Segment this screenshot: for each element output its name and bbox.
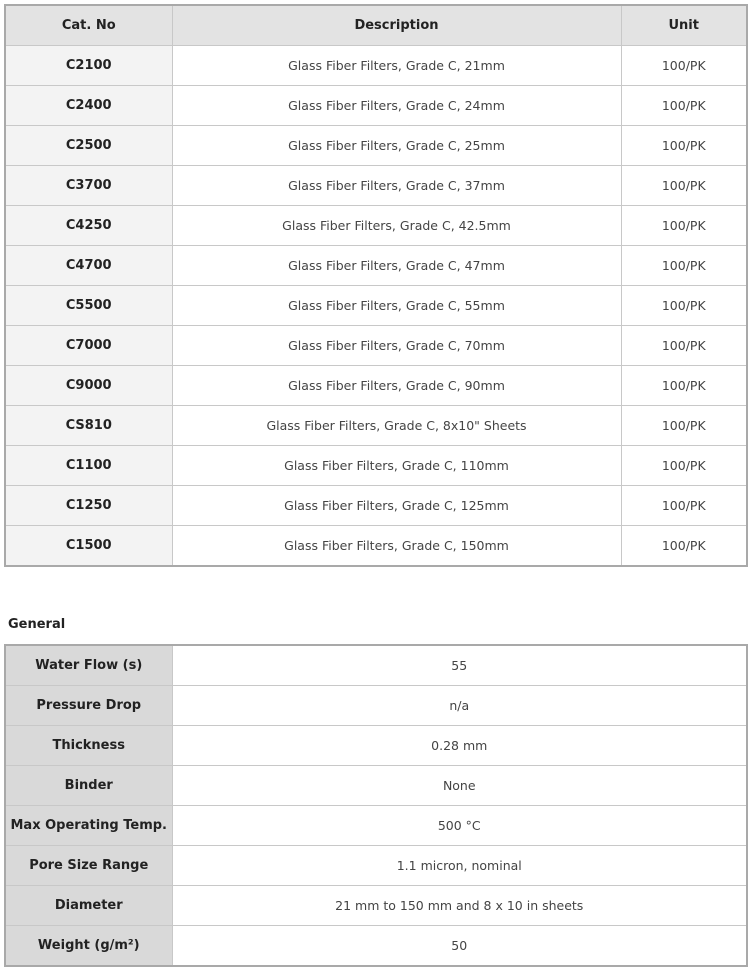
description-cell: Glass Fiber Filters, Grade C, 47mm <box>172 246 621 286</box>
table-row <box>5 86 747 126</box>
property-row <box>5 726 747 766</box>
description-cell: Glass Fiber Filters, Grade C, 150mm <box>172 526 621 567</box>
unit-cell: 100/PK <box>621 166 747 206</box>
general-table <box>4 644 748 967</box>
table-row <box>5 366 747 406</box>
unit-cell: 100/PK <box>621 486 747 526</box>
cat-no-cell: C9000 <box>5 366 172 406</box>
unit-cell: 100/PK <box>621 46 747 86</box>
unit-cell: 100/PK <box>621 446 747 486</box>
table-row <box>5 46 747 86</box>
property-row <box>5 886 747 926</box>
table-row <box>5 246 747 286</box>
property-value: 0.28 mm <box>172 726 747 766</box>
cat-no-cell: C4250 <box>5 206 172 246</box>
description-cell: Glass Fiber Filters, Grade C, 90mm <box>172 366 621 406</box>
property-label: Diameter <box>5 886 172 926</box>
description-cell: Glass Fiber Filters, Grade C, 37mm <box>172 166 621 206</box>
property-label: Binder <box>5 766 172 806</box>
unit-cell: 100/PK <box>621 206 747 246</box>
description-cell: Glass Fiber Filters, Grade C, 70mm <box>172 326 621 366</box>
table-row <box>5 286 747 326</box>
property-value: 1.1 micron, nominal <box>172 846 747 886</box>
table-row <box>5 166 747 206</box>
cat-no-cell: C2500 <box>5 126 172 166</box>
header-cat-no: Cat. No <box>5 5 172 46</box>
property-label: Max Operating Temp. <box>5 806 172 846</box>
property-row <box>5 926 747 967</box>
header-description: Description <box>172 5 621 46</box>
description-cell: Glass Fiber Filters, Grade C, 21mm <box>172 46 621 86</box>
property-value: None <box>172 766 747 806</box>
unit-cell: 100/PK <box>621 366 747 406</box>
property-row <box>5 766 747 806</box>
products-header-row <box>5 5 747 46</box>
unit-cell: 100/PK <box>621 406 747 446</box>
property-row <box>5 806 747 846</box>
property-label: Pressure Drop <box>5 686 172 726</box>
cat-no-cell: C4700 <box>5 246 172 286</box>
cat-no-cell: C1250 <box>5 486 172 526</box>
description-cell: Glass Fiber Filters, Grade C, 125mm <box>172 486 621 526</box>
property-row <box>5 846 747 886</box>
cat-no-cell: C1100 <box>5 446 172 486</box>
cat-no-cell: C2400 <box>5 86 172 126</box>
table-row <box>5 206 747 246</box>
property-value: 50 <box>172 926 747 967</box>
description-cell: Glass Fiber Filters, Grade C, 110mm <box>172 446 621 486</box>
description-cell: Glass Fiber Filters, Grade C, 24mm <box>172 86 621 126</box>
cat-no-cell: C5500 <box>5 286 172 326</box>
products-body <box>5 46 747 567</box>
property-value: 55 <box>172 645 747 686</box>
property-value: 500 °C <box>172 806 747 846</box>
unit-cell: 100/PK <box>621 286 747 326</box>
products-table <box>4 4 748 567</box>
property-row <box>5 686 747 726</box>
unit-cell: 100/PK <box>621 526 747 567</box>
unit-cell: 100/PK <box>621 126 747 166</box>
header-unit: Unit <box>621 5 747 46</box>
table-row <box>5 486 747 526</box>
property-label: Weight (g/m²) <box>5 926 172 967</box>
table-row <box>5 526 747 567</box>
description-cell: Glass Fiber Filters, Grade C, 42.5mm <box>172 206 621 246</box>
property-label: Water Flow (s) <box>5 645 172 686</box>
unit-cell: 100/PK <box>621 326 747 366</box>
property-label: Thickness <box>5 726 172 766</box>
table-row <box>5 126 747 166</box>
cat-no-cell: C7000 <box>5 326 172 366</box>
property-value: 21 mm to 150 mm and 8 x 10 in sheets <box>172 886 747 926</box>
cat-no-cell: C2100 <box>5 46 172 86</box>
property-value: n/a <box>172 686 747 726</box>
cat-no-cell: CS810 <box>5 406 172 446</box>
table-row <box>5 326 747 366</box>
table-row <box>5 406 747 446</box>
description-cell: Glass Fiber Filters, Grade C, 55mm <box>172 286 621 326</box>
description-cell: Glass Fiber Filters, Grade C, 8x10" Sheets <box>172 406 621 446</box>
unit-cell: 100/PK <box>621 86 747 126</box>
property-row <box>5 645 747 686</box>
cat-no-cell: C3700 <box>5 166 172 206</box>
cat-no-cell: C1500 <box>5 526 172 567</box>
general-body <box>5 645 747 966</box>
property-label: Pore Size Range <box>5 846 172 886</box>
unit-cell: 100/PK <box>621 246 747 286</box>
table-row <box>5 446 747 486</box>
general-section-title: General <box>8 617 66 632</box>
description-cell: Glass Fiber Filters, Grade C, 25mm <box>172 126 621 166</box>
